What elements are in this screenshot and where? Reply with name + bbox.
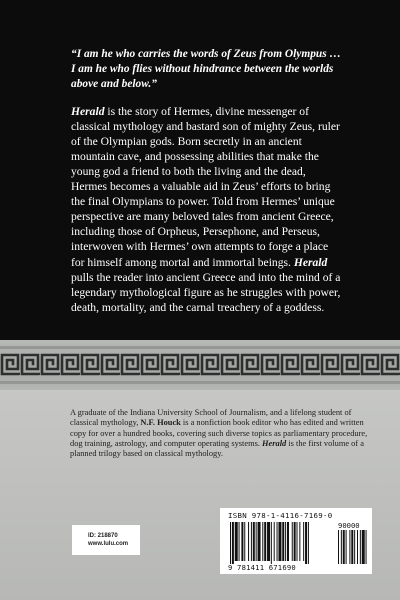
- barcode-bar: [267, 522, 270, 561]
- barcode-bar: [362, 530, 365, 564]
- barcode-bar: [294, 522, 296, 561]
- barcode-bar: [244, 522, 245, 561]
- barcode-bar: [308, 522, 309, 564]
- barcode-bar: [346, 530, 347, 564]
- barcode-bar: [305, 522, 307, 564]
- barcode-bar: [274, 522, 275, 561]
- barcode-bar: [354, 530, 355, 564]
- barcode-bar: [297, 522, 298, 561]
- barcode-bar: [341, 530, 342, 564]
- meander-pattern-icon: [0, 340, 400, 390]
- barcode-bar: [357, 530, 358, 564]
- barcode-bar: [343, 530, 345, 564]
- barcode-bar: [262, 522, 263, 561]
- barcode-bar: [253, 522, 255, 561]
- barcode-bar: [282, 522, 284, 561]
- barcode-bar: [241, 522, 243, 561]
- synopsis-paragraph: [71, 104, 344, 315]
- book-title-italic: Herald: [71, 104, 105, 118]
- synopsis-text-2: pulls the reader into ancient Greece and into the mind of a legendary mythological figure as he struggles with power, death, mortality, and the carnal treachery of a goddess.: [71, 270, 341, 314]
- bio-text-2: is a nonfiction book editor who has edited and written copy for over a hundred books, covering such diverse topics as parliamentary procedure, dog training, astrology, and computer operating systems.: [70, 418, 368, 448]
- book-title-italic: Herald: [293, 255, 328, 269]
- barcode-bar: [277, 522, 278, 561]
- barcode-bar: [232, 522, 234, 564]
- author-bio: [70, 408, 370, 459]
- bio-text-3: is the first volume of a planned trilogy based on classical mythology.: [70, 438, 364, 459]
- epigraph-quote: “I am he who carries the words of Zeus from Olympus … I am he who flies without hindrance between the worlds above and below.”: [71, 48, 341, 91]
- publisher-sticker: [72, 525, 140, 555]
- synopsis-text-1: is the story of Hermes, divine messenger of classical mythology and bastard son of mighty Zeus, ruler of the Olympian gods. Born secretly in an ancient mountain cave, and possessing abilities that make the young god a friend to both the living and the dead, Hermes becomes a valuable aid in Zeus’ efforts to bring the final Olympians to power. Told from Hermes’ unique perspective are many beloved tales from ancient Greece, including those of Orpheus, Persephone, and Perseus, interwoven with Hermes’ own attempts to forge a place for himself among mortal and immortal beings.: [71, 104, 340, 269]
- barcode-bar: [299, 522, 300, 561]
- barcode-bar: [235, 522, 238, 561]
- author-name: N.F. Houck: [140, 418, 181, 428]
- publisher-id: ID: 218870: [88, 533, 118, 539]
- barcode-bar: [239, 522, 240, 561]
- price-addon-code: 90000: [338, 521, 360, 530]
- barcode-bar: [351, 530, 353, 564]
- barcode-bar: [278, 522, 281, 561]
- barcode-bar: [248, 522, 249, 561]
- book-title-italic: Herald: [262, 438, 287, 448]
- barcode-bar: [258, 522, 261, 561]
- barcode-bar: [292, 522, 293, 561]
- barcode-bar: [349, 530, 350, 564]
- barcode-bar: [251, 522, 252, 561]
- barcode-bar: [360, 530, 361, 564]
- barcode-bar: [287, 522, 289, 561]
- barcode-bar: [303, 522, 304, 561]
- barcode-bar: [230, 522, 231, 564]
- isbn-label: ISBN 978-1-4116-7169-0: [228, 511, 333, 520]
- barcode-bar: [366, 530, 367, 564]
- ean-digits: 9 781411 671690: [228, 563, 296, 572]
- barcode-bar: [285, 522, 286, 561]
- barcode-bar: [271, 522, 272, 564]
- greek-key-border: [0, 340, 400, 390]
- isbn-barcode: [220, 508, 372, 574]
- barcode-bar: [264, 522, 266, 561]
- barcode-bar: [338, 530, 339, 564]
- author-section: [0, 390, 400, 600]
- barcode-bar: [256, 522, 257, 561]
- bio-text-1: A graduate of the Indiana University School of Journalism, and a lifelong student of classical mythology,: [70, 408, 352, 428]
- publisher-site: www.lulu.com: [88, 541, 129, 547]
